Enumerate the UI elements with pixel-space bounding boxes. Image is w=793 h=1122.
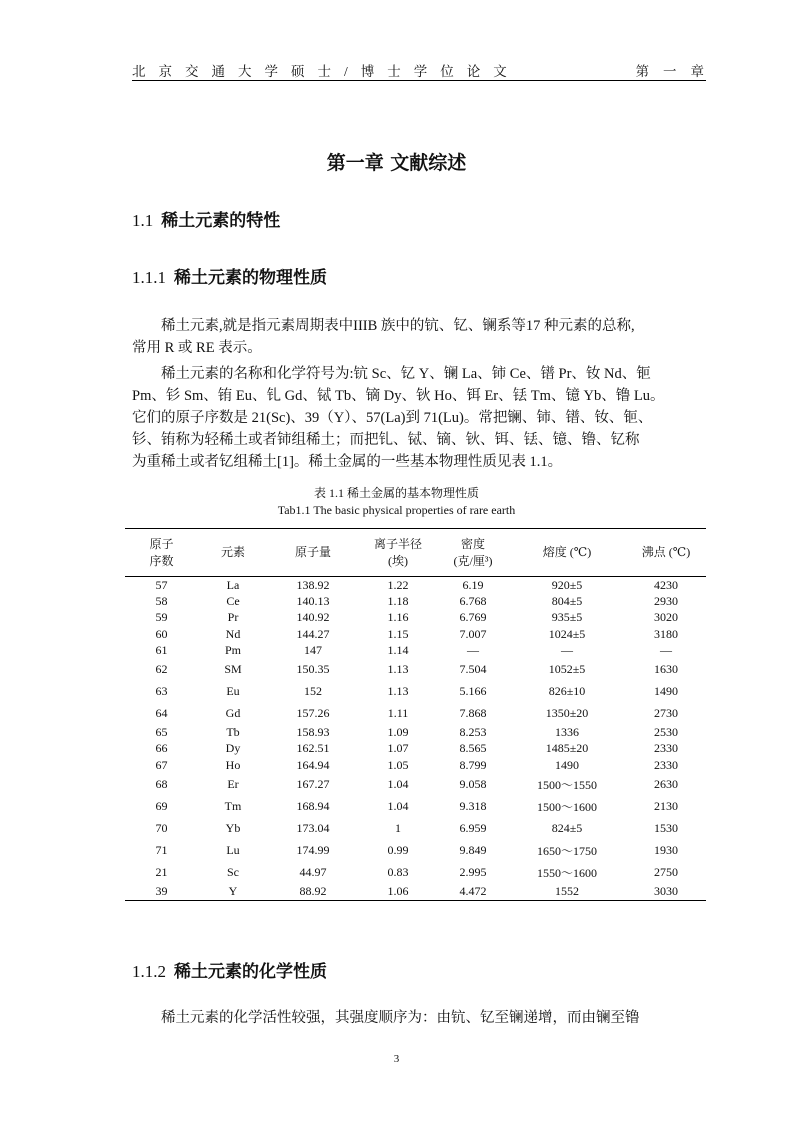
table-cell: 9.058	[459, 776, 487, 791]
header-thesis-title: 北京交通大学硕士/博士学位论文	[132, 64, 520, 79]
table-row	[125, 839, 706, 861]
table-cell: 1052±5	[548, 661, 586, 676]
table-cell: 1.16	[387, 610, 409, 625]
table-cell: 68	[155, 776, 168, 791]
paragraph-line: 稀土元素的名称和化学符号为:钪 Sc、钇 Y、镧 La、铈 Ce、镨 Pr、钕 Nd、钷	[132, 366, 651, 382]
table-row	[125, 577, 706, 594]
header-chapter: 第一章	[635, 64, 718, 79]
table-cell: 39	[155, 884, 168, 899]
table-cell: 1336	[555, 725, 579, 740]
table-cell: 1550～1600	[536, 865, 597, 880]
table-cell: 1.15	[387, 626, 409, 641]
header-ionic-radius: 离子半径 (埃)	[373, 536, 422, 568]
table-cell: 62	[155, 661, 168, 676]
table-caption-en: Tab1.1 The basic physical properties of rare earth	[277, 503, 516, 517]
table-row	[125, 658, 706, 680]
table-caption-cn: 表 1.1 稀土金属的基本物理性质	[313, 486, 479, 500]
section-title: 稀土元素的化学性质	[174, 962, 327, 982]
table-cell: 58	[155, 593, 168, 608]
table-cell: 88.92	[299, 884, 327, 899]
table-cell: 168.94	[296, 798, 330, 813]
section-title: 稀土元素的物理性质	[174, 268, 327, 288]
table-cell: 63	[155, 683, 168, 698]
table-cell: 8.253	[459, 725, 487, 740]
table-cell: 64	[155, 705, 168, 720]
table-cell: 0.83	[387, 864, 409, 879]
table-cell: 59	[155, 610, 168, 625]
table-row	[125, 757, 706, 773]
paragraph-line: 稀土元素,就是指元素周期表中IIIB 族中的钪、钇、镧系等17 种元素的总称,	[132, 318, 635, 334]
table-cell: 2.995	[459, 864, 487, 879]
section-heading-1-1-1	[132, 263, 327, 288]
table-cell: Sc	[227, 864, 239, 879]
table-cell: 1500～1600	[536, 799, 597, 814]
table-row	[125, 741, 706, 757]
table-cell: La	[226, 577, 240, 592]
table-cell: Gd	[225, 705, 241, 720]
table-body	[125, 577, 706, 901]
paragraph-line: 为重稀土或者钇组稀土[1]。稀土金属的一些基本物理性质见表 1.1。	[132, 454, 563, 470]
table-cell: —	[660, 642, 672, 657]
table-cell: 57	[155, 577, 168, 592]
table-row	[125, 610, 706, 626]
table-cell: 1	[395, 820, 401, 835]
table-cell: 3030	[654, 884, 678, 899]
table-cell: Pm	[224, 642, 241, 657]
table-cell: Nd	[225, 626, 241, 641]
table-row	[125, 724, 706, 740]
table-cell: Y	[228, 884, 238, 899]
table-cell: 2750	[654, 864, 678, 879]
table-cell: 7.007	[459, 626, 487, 641]
table-cell: 6.768	[459, 593, 487, 608]
table-cell: Yb	[225, 820, 241, 835]
table-cell: 935±5	[551, 610, 583, 625]
table-cell: 1650～1750	[536, 843, 597, 858]
table-cell: 70	[155, 820, 168, 835]
table-cell: Ho	[225, 757, 241, 772]
table-cell: 140.92	[296, 610, 330, 625]
table-cell: 6.769	[459, 610, 487, 625]
table-cell: 1530	[654, 820, 678, 835]
table-cell: 173.04	[296, 820, 330, 835]
table-cell: 920±5	[551, 577, 583, 592]
table-cell: SM	[224, 661, 242, 676]
paragraph-definition	[132, 315, 700, 359]
table-cell: 1.06	[387, 884, 409, 899]
section-title: 稀土元素的特性	[161, 211, 281, 231]
table-cell: 138.92	[296, 577, 330, 592]
table-cell: 2930	[654, 593, 678, 608]
table-cell: 44.97	[299, 864, 327, 879]
table-cell: Dy	[225, 741, 241, 756]
table-cell: 2530	[654, 725, 678, 740]
table-cell: 2130	[654, 798, 678, 813]
table-cell: 8.565	[459, 741, 487, 756]
table-cell: 1552	[555, 884, 579, 899]
table-row	[125, 680, 706, 702]
table-cell: 1350±20	[545, 705, 589, 720]
table-cell: 147	[304, 642, 322, 657]
table-cell: 1485±20	[545, 741, 589, 756]
table-cell: 65	[155, 725, 168, 740]
table-cell: 1.07	[387, 741, 409, 756]
page-number: 3	[393, 1053, 400, 1065]
paragraph-line: Pm、钐 Sm、铕 Eu、钆 Gd、铽 Tb、镝 Dy、钬 Ho、铒 Er、铥 Tm、镱 Yb、镥 Lu。	[132, 388, 665, 404]
table-row	[125, 642, 706, 658]
table-cell: 7.868	[459, 705, 487, 720]
table-cell: 144.27	[296, 626, 330, 641]
table-cell: 158.93	[296, 725, 330, 740]
paragraph-line: 稀土元素的化学活性较强，其强度顺序为：由钪、钇至镧递增，而由镧至镥	[132, 1010, 640, 1026]
table-cell: 61	[155, 642, 168, 657]
table-cell: 167.27	[296, 776, 330, 791]
table-cell: 1.13	[387, 661, 409, 676]
table-cell: 1.11	[387, 705, 409, 720]
table-cell: 826±10	[548, 683, 586, 698]
table-cell: 2630	[654, 776, 678, 791]
table-cell: 1490	[654, 683, 678, 698]
table-cell: 69	[155, 798, 168, 813]
table-cell: 1.14	[387, 642, 409, 657]
page-header	[132, 58, 718, 81]
table-cell: Pr	[227, 610, 239, 625]
table-cell: 67	[155, 757, 168, 772]
table-cell: 21	[155, 864, 168, 879]
table-cell: 1.22	[387, 577, 409, 592]
table-cell: 4230	[654, 577, 678, 592]
table-cell: 9.849	[459, 842, 487, 857]
table-cell: 152	[304, 683, 322, 698]
paragraph-line: 常用 R 或 RE 表示。	[132, 340, 262, 356]
table-cell: 804±5	[551, 593, 583, 608]
table-cell: 2330	[654, 741, 678, 756]
table-cell: 5.166	[459, 683, 487, 698]
table-cell: 824±5	[551, 820, 583, 835]
header-melting-point: 熔度 (℃)	[542, 545, 592, 559]
table-row	[125, 773, 706, 795]
table-cell: 0.99	[387, 842, 409, 857]
table-cell: 162.51	[296, 741, 330, 756]
table-cell: —	[561, 642, 573, 657]
table-cell: 3180	[654, 626, 678, 641]
section-heading-1-1-2	[132, 957, 327, 982]
table-row	[125, 626, 706, 642]
table-cell: Er	[227, 776, 239, 791]
table-cell: 4.472	[459, 884, 487, 899]
table-cell: 150.35	[296, 661, 330, 676]
table-cell: 1.13	[387, 683, 409, 698]
table-cell: 3020	[654, 610, 678, 625]
table-row	[125, 702, 706, 724]
table-cell: 1930	[654, 842, 678, 857]
table-cell: 1.05	[387, 757, 409, 772]
section-heading-1-1	[132, 206, 280, 231]
table-cell: 1.04	[387, 776, 409, 791]
table-cell: 1024±5	[548, 626, 586, 641]
table-cell: 1.04	[387, 798, 409, 813]
table-cell: 8.799	[459, 757, 487, 772]
section-number: 1.1.1	[132, 268, 166, 287]
table-cell: 1630	[654, 661, 678, 676]
table-cell: Lu	[226, 842, 240, 857]
table-row	[125, 593, 706, 609]
paragraph-line: 钐、铕称为轻稀土或者铈组稀土；而把钆、铽、镝、钬、铒、铥、镱、镥、钇称	[132, 432, 640, 448]
table-cell: Eu	[226, 683, 240, 698]
table-header-row	[125, 529, 706, 577]
section-number: 1.1.2	[132, 962, 166, 981]
paragraph-chemical-activity	[132, 1007, 700, 1029]
table-cell: 60	[155, 626, 168, 641]
header-density: 密度 (克/厘³)	[453, 536, 493, 568]
table-cell: Tm	[224, 798, 242, 813]
physical-properties-table	[125, 528, 706, 901]
header-atomic-number: 原子 序数	[149, 536, 174, 568]
table-row	[125, 883, 706, 900]
table-cell: 6.959	[459, 820, 487, 835]
chapter-title: 第一章 文献综述	[326, 152, 467, 174]
table-cell: 174.99	[296, 842, 330, 857]
table-cell: 1490	[555, 757, 579, 772]
header-boiling-point: 沸点 (℃)	[641, 545, 691, 559]
table-cell: 2730	[654, 705, 678, 720]
table-cell: 71	[155, 842, 168, 857]
table-cell: 164.94	[296, 757, 330, 772]
table-cell: 9.318	[459, 798, 487, 813]
section-number: 1.1	[132, 211, 154, 230]
table-cell: Ce	[226, 593, 240, 608]
table-cell: 1.09	[387, 725, 409, 740]
table-cell: 1500～1550	[536, 777, 597, 792]
table-cell: Tb	[226, 725, 240, 740]
table-cell: 157.26	[296, 705, 330, 720]
table-cell: 1.18	[387, 593, 409, 608]
table-cell: —	[467, 642, 479, 657]
table-row	[125, 817, 706, 839]
header-atomic-weight: 原子量	[294, 545, 331, 559]
table-cell: 6.19	[462, 577, 484, 592]
paragraph-element-names	[132, 363, 700, 473]
table-cell: 2330	[654, 757, 678, 772]
paragraph-line: 它们的原子序数是 21(Sc)、39（Y）、57(La)到 71(Lu)。常把镧、铈、镨、钕、钷、	[132, 410, 653, 426]
table-row	[125, 795, 706, 817]
table-row	[125, 861, 706, 883]
table-cell: 140.13	[296, 593, 330, 608]
header-element: 元素	[220, 545, 245, 559]
table-cell: 7.504	[459, 661, 487, 676]
table-cell: 66	[155, 741, 168, 756]
